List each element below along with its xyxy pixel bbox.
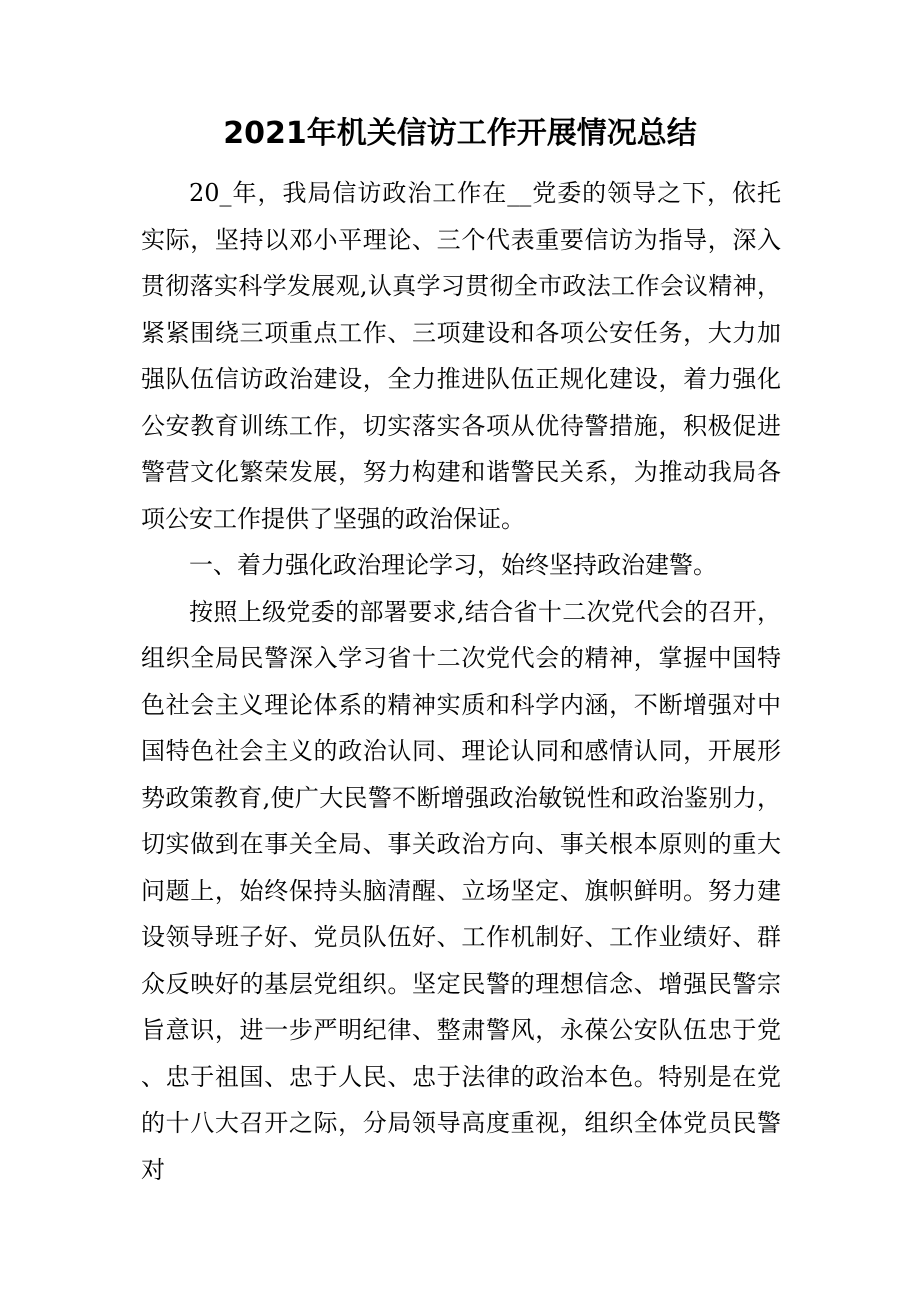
- paragraph-section-1: 按照上级党委的部署要求,结合省十二次党代会的召开，组织全局民警深入学习省十二次党代会的精神，掌握中国特色社会主义理论体系的精神实质和科学内涵，不断增强对中国特色社会主义的政治认同、理论认同和感情认同，开展形势政策教育,使广大民警不断增强政治敏锐性和政治鉴别力，切实做到在事关全局、事关政治方向、事关根本原则的重大问题上，始终保持头脑清醒、立场坚定、旗帜鲜明。努力建设领导班子好、党员队伍好、工作机制好、工作业绩好、群众反映好的基层党组织。坚定民警的理想信念、增强民警宗旨意识，进一步严明纪律、整肃警风，永葆公安队伍忠于党、忠于祖国、忠于人民、忠于法律的政治本色。特别是在党的十八大召开之际，分局领导高度重视，组织全体党员民警对: [141, 597, 781, 1184]
- section-heading-1: 一、着力强化政治理论学习，始终坚持政治建警。: [189, 551, 717, 579]
- document-body: [141, 170, 781, 1193]
- document-title: 2021年机关信访工作开展情况总结: [223, 116, 697, 151]
- paragraph-intro: 20_年，我局信访政治工作在__党委的领导之下，依托实际，坚持以邓小平理论、三个代表重要信访为指导，深入贯彻落实科学发展观,认真学习贯彻全市政法工作会议精神，紧紧围绕三项重点工作、三项建设和各项公安任务，大力加强队伍信访政治建设，全力推进队伍正规化建设，着力强化公安教育训练工作，切实落实各项从优待警措施，积极促进警营文化繁荣发展，努力构建和谐警民关系，为推动我局各项公安工作提供了坚强的政治保证。: [141, 179, 781, 533]
